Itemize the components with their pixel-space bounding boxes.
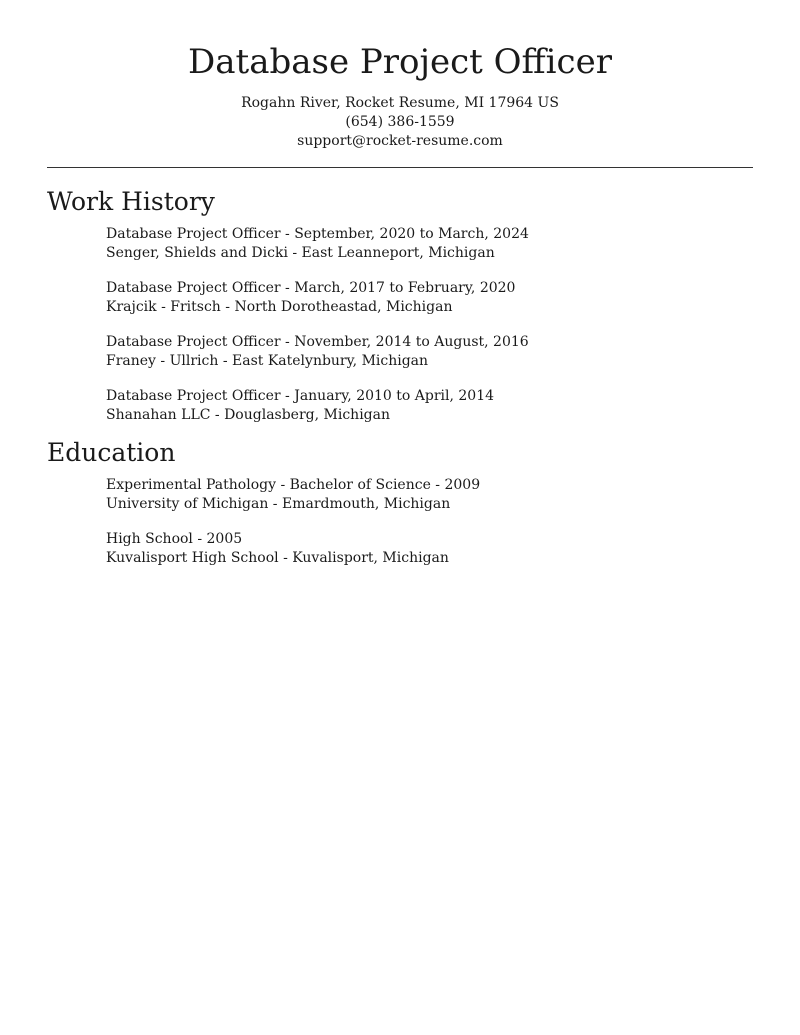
work-entry-role-dates: Database Project Officer - March, 2017 to February, 2020 — [106, 280, 516, 296]
work-entry-company-location: Franey - Ullrich - East Katelynbury, Michigan — [106, 353, 429, 369]
work-entry-company-location: Shanahan LLC - Douglasberg, Michigan — [106, 407, 390, 423]
work-history-entry — [106, 279, 753, 317]
resume-name: Database Project Officer — [188, 42, 612, 82]
work-entry-role-dates: Database Project Officer - September, 2020 to March, 2024 — [106, 226, 529, 242]
education-entry — [106, 476, 753, 514]
work-entry-company-location: Krajcik - Fritsch - North Dorotheastad, Michigan — [106, 299, 453, 315]
education-school-location: University of Michigan - Emardmouth, Michigan — [106, 496, 451, 512]
contact-block — [0, 94, 800, 151]
work-entry-role-dates: Database Project Officer - November, 2014 to August, 2016 — [106, 334, 529, 350]
work-history-entry — [106, 387, 753, 425]
work-history-entry — [106, 333, 753, 371]
work-entry-company-location: Senger, Shields and Dicki - East Leanneport, Michigan — [106, 245, 495, 261]
education-degree-year: Experimental Pathology - Bachelor of Science - 2009 — [106, 477, 481, 493]
work-history-entry — [106, 225, 753, 263]
education-school-location: Kuvalisport High School - Kuvalisport, Michigan — [106, 550, 449, 566]
header-divider — [47, 167, 753, 168]
contact-phone: (654) 386-1559 — [345, 114, 455, 130]
contact-address: Rogahn River, Rocket Resume, MI 17964 US — [241, 95, 559, 111]
contact-email: support@rocket-resume.com — [297, 133, 503, 149]
work-entry-role-dates: Database Project Officer - January, 2010 to April, 2014 — [106, 388, 495, 404]
work-history-title: Work History — [47, 187, 215, 216]
education-section — [47, 438, 753, 584]
work-history-section — [47, 187, 753, 441]
education-title: Education — [47, 438, 176, 467]
education-degree-year: High School - 2005 — [106, 531, 243, 547]
education-entry — [106, 530, 753, 568]
education-list — [106, 476, 753, 568]
work-history-list — [106, 225, 753, 425]
resume-header — [0, 0, 800, 151]
